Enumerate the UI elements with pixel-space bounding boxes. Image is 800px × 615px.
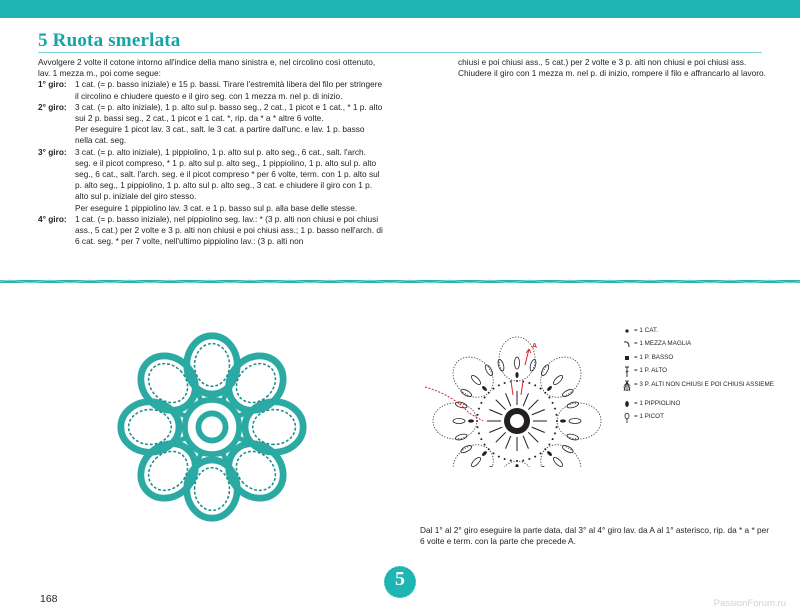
chart-chain-dot xyxy=(528,458,530,460)
instructions-right-column xyxy=(458,57,778,79)
chain-dot-icon xyxy=(620,326,634,336)
cluster-icon xyxy=(620,380,634,390)
chart-chain-dot xyxy=(554,432,556,434)
double-crochet-icon xyxy=(620,366,634,376)
chart-chain-dot xyxy=(504,382,506,384)
chart-pippiolino xyxy=(481,450,488,457)
chart-chain-dot xyxy=(552,402,554,404)
legend-label: = 3 P. ALTI NON CHIUSI E POI CHIUSI ASSIEME xyxy=(634,380,774,388)
step-body xyxy=(75,147,383,214)
chart-chain-dot xyxy=(498,384,500,386)
chart-tall-stitch xyxy=(523,436,528,449)
chart-pippiolino xyxy=(515,372,518,378)
step-label: 1° giro: xyxy=(38,79,67,90)
chart-chain-dot xyxy=(504,458,506,460)
chart-tall-stitch xyxy=(496,400,506,410)
chart-chain-dot xyxy=(492,388,494,390)
legend-row xyxy=(620,380,790,399)
crochet-chart-diagram xyxy=(413,325,613,467)
chart-tall-stitch xyxy=(532,427,545,432)
step-body xyxy=(75,102,383,147)
crochet-flower-photo xyxy=(115,330,309,524)
chart-chain-dot xyxy=(534,456,536,458)
legend-row xyxy=(620,366,790,379)
chart-chain-dot xyxy=(476,414,478,416)
legend-row xyxy=(620,326,790,339)
chart-tall-stitch xyxy=(506,436,511,449)
chart-cluster-stitch xyxy=(484,364,494,377)
chart-cluster-stitch xyxy=(561,388,574,398)
step-body xyxy=(75,79,383,101)
title-underline xyxy=(38,52,762,53)
chart-tall-stitch xyxy=(532,410,545,415)
instruction-step xyxy=(38,102,383,147)
chart-cluster-stitch xyxy=(460,444,473,454)
chart-tall-stitch xyxy=(496,432,506,442)
legend-row xyxy=(620,412,790,425)
yarn-divider xyxy=(0,278,800,285)
legend-label: = 1 P. BASSO xyxy=(634,353,674,361)
petal-stitch-ring xyxy=(195,468,230,511)
petal-stitch-ring xyxy=(195,344,230,387)
chart-chain-dot xyxy=(498,456,500,458)
watermark: PassionForum.ru xyxy=(713,598,786,609)
chart-caption: Dal 1° al 2° giro eseguire la parte data, dal 3° al 4° giro lav. da A al 1° asterisco, rip. da * a * per 6 volte e term. con la parte che precede A. xyxy=(420,525,769,547)
top-color-band xyxy=(0,0,800,18)
chart-cluster-stitch xyxy=(561,444,574,454)
chart-chain-dot xyxy=(484,396,486,398)
instruction-step xyxy=(38,79,383,101)
chart-chain-dot xyxy=(554,408,556,410)
chart-chain-dot xyxy=(548,444,550,446)
instructions-left-column xyxy=(38,57,383,247)
legend-label: = 1 P. ALTO xyxy=(634,367,668,375)
chart-cluster-stitch xyxy=(529,359,537,372)
legend-label: = 1 MEZZA MAGLIA xyxy=(634,340,692,348)
chart-chain-dot xyxy=(492,452,494,454)
chart-tall-stitch xyxy=(489,410,502,415)
continuation-paragraph: chiusi e poi chiusi ass., 5 cat.) per 2 volte e 3 p. alti non chiusi e poi chiusi ass. Chiudere il giro con 1 mezza m. nel p. di inizio, rompere il filo e affrancarlo al lavoro. xyxy=(458,57,766,79)
chart-cluster-stitch xyxy=(470,374,482,386)
chart-chain-dot xyxy=(556,426,558,428)
chart-cluster-stitch xyxy=(470,456,482,467)
chart-petal-outline xyxy=(445,437,502,467)
legend-row xyxy=(620,339,790,352)
chart-tall-stitch xyxy=(528,400,538,410)
intro-paragraph: Avvolgere 2 volte il cotone intorno all'indice della mano sinistra e, nel circolino così ottenuto, lav. 1 mezza m., poi come segue: xyxy=(38,57,376,79)
chart-chain-dot xyxy=(540,452,542,454)
legend-row xyxy=(620,399,790,412)
petal-stitch-ring xyxy=(129,410,172,445)
petal-stitch-ring xyxy=(253,410,296,445)
instruction-step xyxy=(38,147,383,214)
chart-marked-stitch xyxy=(511,381,513,395)
chart-chain-dot xyxy=(556,414,558,416)
chart-chain-dot xyxy=(476,426,478,428)
chart-pippiolino xyxy=(481,385,488,392)
chart-chain-dot xyxy=(478,432,480,434)
chart-cluster-stitch xyxy=(540,465,550,467)
picot-icon xyxy=(620,412,634,422)
step-paragraph: 1 cat. (= p. basso iniziale), nel pippiolino seg. lav.: * (3 p. alti non chiusi e poi chiusi ass., 5 cat.) per 2 volte e 3 p. alti non chiusi e poi chiusi ass.; 1 p. basso nell'arch. di 6 cat. seg. * per 7 volte, nell'ultimo pippiolino lav.: (3 p. alti non xyxy=(75,213,383,247)
chart-pippiolino xyxy=(468,419,474,422)
chart-chain-dot xyxy=(478,408,480,410)
pippiolino-icon xyxy=(620,399,634,409)
step-paragraph: 3 cat. (= p. alto iniziale), 1 pippiolino, 1 p. alto sul p. alto seg., 6 cat., salt. l'arch. seg. e il picot compreso, * 1 p. alto sul p. alto seg., 1 pippiolino, 1 p. alto sul p. alto seg., 6 cat., salt. l'arch. seg. e il picot compreso * per 6 volte, term. con 1 p. alto sul p. alto seg., 1 pippiolino, 1 p. alto sul p. alto seg., 3 cat. e chiudere il giro con 1 p. alto sul p. iniziale del giro stesso. xyxy=(75,146,380,202)
chart-cluster-stitch xyxy=(569,419,581,424)
chart-cluster-stitch xyxy=(552,456,564,467)
chart-chain-dot xyxy=(540,388,542,390)
chart-label-a: A xyxy=(532,343,538,350)
slip-stitch-icon xyxy=(620,339,634,349)
chart-cluster-stitch xyxy=(453,419,465,424)
chart-pippiolino xyxy=(515,464,518,467)
chart-chain-dot xyxy=(548,396,550,398)
chart-tall-stitch xyxy=(489,427,502,432)
pattern-number: 5 xyxy=(395,568,405,590)
chart-petal-outline xyxy=(533,437,590,467)
chart-chain-dot xyxy=(510,460,512,462)
instruction-step xyxy=(38,214,383,248)
chart-legend xyxy=(620,326,790,425)
chart-tall-stitch xyxy=(523,393,528,406)
step-label: 3° giro: xyxy=(38,146,67,157)
chart-cluster-stitch xyxy=(515,357,520,369)
chart-petal-outline xyxy=(533,349,590,406)
chart-tall-stitch xyxy=(506,393,511,406)
chart-cluster-stitch xyxy=(455,433,468,441)
chart-pippiolino xyxy=(546,450,553,457)
chart-chain-dot xyxy=(484,444,486,446)
legend-row xyxy=(620,353,790,366)
chart-chain-dot xyxy=(480,438,482,440)
single-crochet-icon xyxy=(620,353,634,363)
chart-cluster-stitch xyxy=(566,401,579,409)
chart-cluster-stitch xyxy=(552,374,564,386)
step-paragraph: Per eseguire 1 picot lav. 3 cat., salt. le 3 cat. a partire dall'unc. e lav. 1 p. basso nella cat. seg. xyxy=(75,124,365,146)
step-paragraph: 1 cat. (= p. basso iniziale) e 15 p. bassi. Tirare l'estremità libera del filo per stringere il circolino e chiudere questo e il giro seg. con 1 mezza m. nel p. di inizio. xyxy=(75,79,383,101)
chart-tall-stitch xyxy=(528,432,538,442)
step-body xyxy=(75,214,383,248)
step-label: 4° giro: xyxy=(38,213,67,224)
chart-chain-dot xyxy=(552,438,554,440)
step-label: 2° giro: xyxy=(38,101,67,112)
chart-cluster-stitch xyxy=(460,388,473,398)
step-paragraph: Per eseguire 1 pippiolino lav. 3 cat. e 1 p. basso sul p. alla base delle stesse. xyxy=(75,202,358,213)
step-paragraph: 3 cat. (= p. alto iniziale), 1 p. alto sul p. basso seg., 2 cat., 1 picot e 1 cat., * 1 p. alto sui 2 p. bassi seg., 2 cat., 1 picot e 1 cat. *, rip. da * a * altre 6 volte. xyxy=(75,101,383,124)
steps-list xyxy=(38,79,383,247)
chart-chain-dot xyxy=(522,460,524,462)
chart-pippiolino xyxy=(560,419,566,422)
chart-chain-dot xyxy=(480,402,482,404)
legend-label: = 1 PICOT xyxy=(634,412,664,420)
chart-pippiolino xyxy=(546,385,553,392)
chart-cluster-stitch xyxy=(497,359,505,372)
chart-chain-dot xyxy=(534,384,536,386)
chart-marked-stitch xyxy=(521,381,523,395)
page-number: 168 xyxy=(40,593,58,605)
chart-chain-dot xyxy=(528,382,530,384)
chart-cluster-stitch xyxy=(540,364,550,377)
page-title: 5 Ruota smerlata xyxy=(38,30,181,51)
chart-petal-outline xyxy=(445,349,502,406)
legend-label: = 1 PIPPIOLINO xyxy=(634,399,681,407)
legend-label: = 1 CAT. xyxy=(634,327,658,334)
chart-cluster-stitch xyxy=(566,433,579,441)
